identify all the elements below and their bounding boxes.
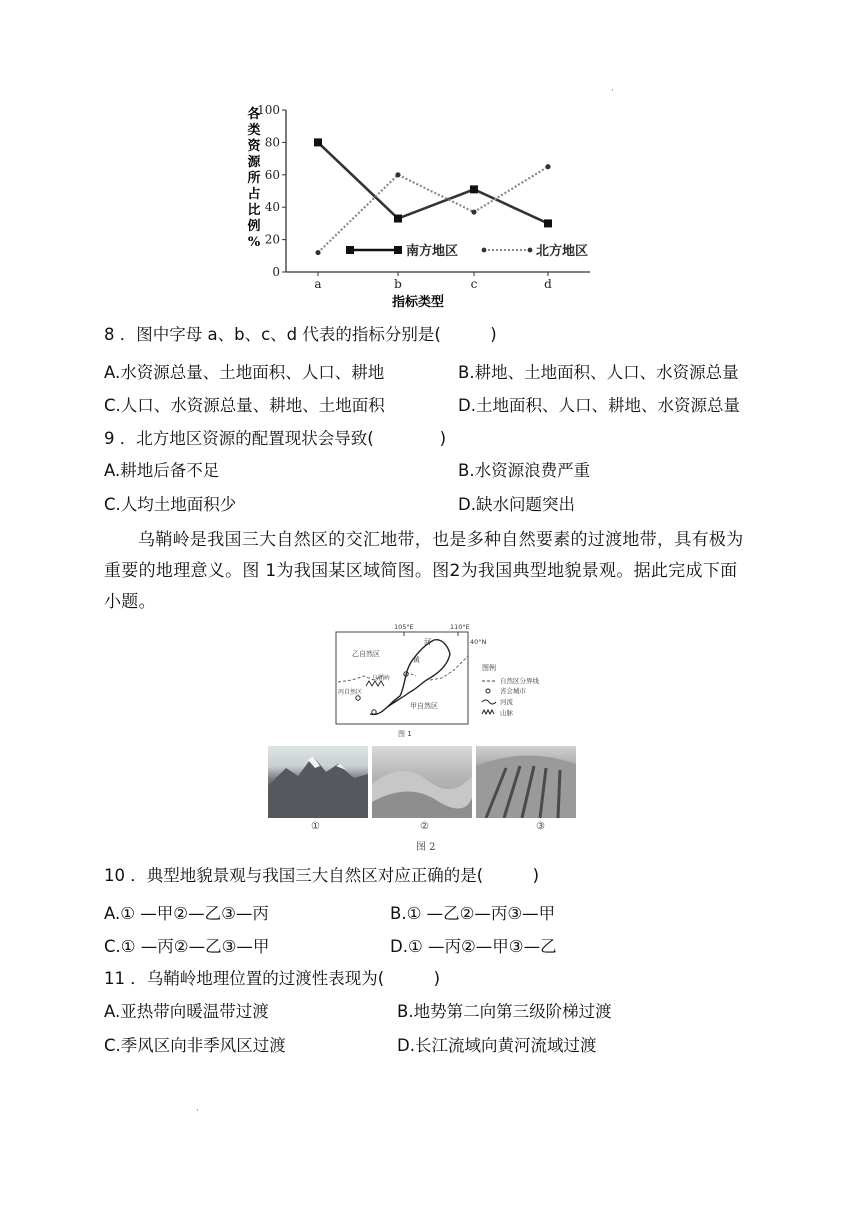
y-tick-label: 0 (272, 265, 280, 279)
figure-1-region-map (330, 622, 600, 740)
stray-dot: · (611, 86, 614, 96)
landform-photo-2 (372, 746, 472, 818)
photo-3-label: ③ (536, 821, 545, 832)
y-tick-label: 60 (264, 167, 280, 182)
point-north-a (315, 250, 320, 255)
y-tick-label: 20 (264, 232, 280, 247)
y-tick-label: 80 (264, 135, 280, 150)
point-south-b (394, 215, 402, 223)
stray-dot-bottom: · (196, 1106, 199, 1116)
lat-40-label: 40°N (470, 638, 487, 646)
question-11-option-c[interactable]: C.季风区向非季风区过渡 (104, 1036, 286, 1055)
question-9-option-b[interactable]: B.水资源浪费严重 (458, 461, 591, 480)
point-south-c (470, 185, 478, 193)
legend-river-label: 河流 (500, 698, 513, 706)
question-8-stem: 8 ．图中字母 a、b、c、d 代表的指标分别是( ) (104, 325, 497, 344)
question-9-option-d[interactable]: D.缺水问题突出 (458, 495, 575, 514)
legend-title: 图例 (482, 664, 496, 672)
point-north-d (545, 164, 550, 169)
region-jia-label: 甲自然区 (410, 702, 438, 710)
question-11-option-a[interactable]: A.亚热带向暖温带过渡 (104, 1002, 269, 1021)
question-8-option-b[interactable]: B.耕地、土地面积、人口、水资源总量 (458, 363, 739, 382)
point-north-c (471, 209, 476, 214)
question-10-option-d[interactable]: D.① —丙②—甲③—乙 (390, 937, 557, 956)
question-9-option-a[interactable]: A.耕地后备不足 (104, 461, 220, 480)
legend-south-marker-1 (346, 246, 354, 254)
y-tick-label: 40 (264, 200, 280, 215)
x-tick-label-a: a (314, 277, 322, 291)
legend-city-label: 省会城市 (500, 687, 526, 695)
legend-boundary-label: 自然区分界线 (500, 677, 539, 685)
resource-ratio-chart (238, 100, 608, 312)
series-line-north (318, 167, 548, 253)
lon-105-label: 105°E (394, 623, 414, 631)
figure-2-caption: 图 2 (416, 842, 436, 853)
legend-south-marker-2 (394, 246, 402, 254)
x-axis-label: 指标类型 (391, 295, 445, 310)
point-north-b (395, 172, 400, 177)
x-tick-label-b: b (394, 277, 402, 291)
point-south-a (314, 138, 322, 146)
legend-mountain-label: 山脉 (500, 709, 513, 717)
legend-south-label: 南方地区 (406, 244, 459, 259)
river-huang-label: 黄 (413, 656, 420, 664)
question-9-option-c[interactable]: C.人均土地面积少 (104, 495, 237, 514)
question-8-option-c[interactable]: C.人口、水资源总量、耕地、土地面积 (104, 396, 385, 415)
legend-north-label: 北方地区 (536, 244, 589, 259)
question-8-option-d[interactable]: D.土地面积、人口、耕地、水资源总量 (458, 396, 740, 415)
passage-text: 乌鞘岭是我国三大自然区的交汇地带，也是多种自然要素的过渡地带，具有极为重要的地理意义。图 1为我国某区域简图。图2为我国典型地貌景观。据此完成下面小题。 (104, 530, 744, 612)
region-yi-label: 乙自然区 (352, 650, 380, 658)
river-he-label: 河 (424, 638, 431, 646)
wushaoling-label: 乌鞘岭 (372, 675, 391, 682)
y-tick-label: 100 (257, 103, 280, 117)
lon-110-label: 110°E (450, 623, 470, 631)
point-south-d (544, 219, 552, 227)
landform-photo-3 (476, 746, 576, 818)
question-9-stem: 9 ．北方地区资源的配置现状会导致( ) (104, 429, 447, 448)
region-bing-label: 丙自然区 (338, 689, 363, 696)
question-11-option-b[interactable]: B.地势第二向第三级阶梯过渡 (397, 1002, 612, 1021)
question-8-option-a[interactable]: A.水资源总量、土地面积、人口、耕地 (104, 363, 385, 382)
legend-north-marker-1 (482, 248, 487, 253)
series-line-south (318, 142, 548, 223)
figure-1-caption: 图 1 (398, 730, 412, 738)
question-10-option-a[interactable]: A.① —甲②—乙③—丙 (104, 904, 269, 923)
landform-photo-1 (268, 746, 368, 818)
photo-1-label: ① (311, 821, 320, 832)
y-axis-label: 各类资源所占比例% (247, 107, 261, 250)
x-tick-label-d: d (544, 277, 552, 291)
question-11-stem: 11 ．乌鞘岭地理位置的过渡性表现为( ) (104, 969, 441, 988)
legend-north-marker-2 (528, 248, 533, 253)
question-10-option-b[interactable]: B.① —乙②—丙③—甲 (390, 904, 556, 923)
question-10-stem: 10 ．典型地貌景观与我国三大自然区对应正确的是( ) (104, 866, 540, 885)
question-11-option-d[interactable]: D.长江流域向黄河流域过渡 (397, 1036, 597, 1055)
x-tick-label-c: c (470, 277, 478, 291)
question-10-option-c[interactable]: C.① —丙②—乙③—甲 (104, 937, 270, 956)
photo-2-label: ② (420, 821, 429, 832)
